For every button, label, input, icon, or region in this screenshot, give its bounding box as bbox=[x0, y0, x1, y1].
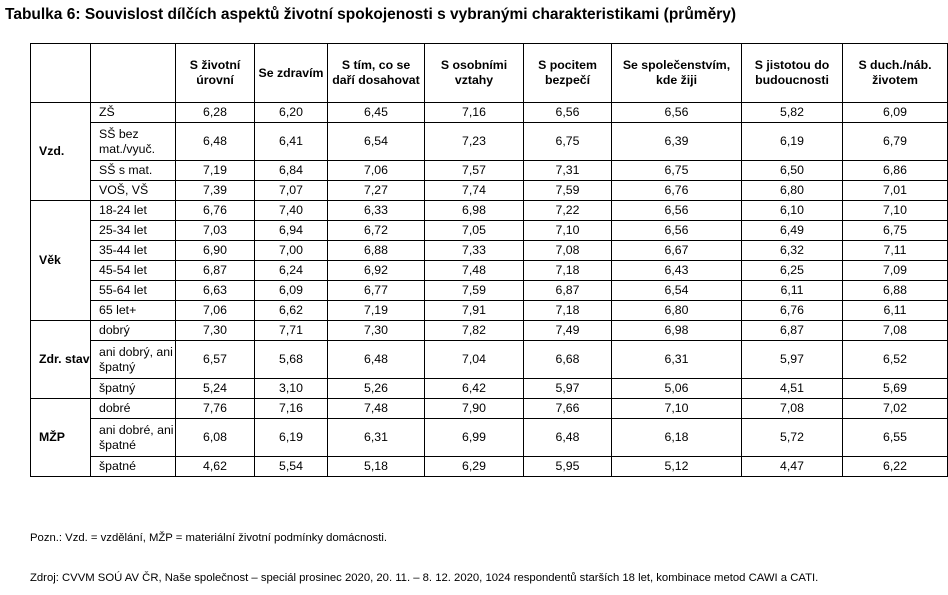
group-label: MŽP bbox=[31, 399, 91, 477]
value-cell: 6,31 bbox=[328, 419, 425, 457]
value-cell: 5,54 bbox=[255, 457, 328, 477]
value-cell: 6,48 bbox=[524, 419, 612, 457]
value-cell: 6,98 bbox=[612, 321, 742, 341]
value-cell: 6,72 bbox=[328, 221, 425, 241]
value-cell: 6,25 bbox=[742, 261, 843, 281]
value-cell: 6,79 bbox=[843, 123, 948, 161]
value-cell: 5,97 bbox=[742, 341, 843, 379]
value-cell: 7,10 bbox=[612, 399, 742, 419]
value-cell: 6,32 bbox=[742, 241, 843, 261]
table-body bbox=[31, 103, 948, 477]
value-cell: 6,43 bbox=[612, 261, 742, 281]
value-cell: 7,06 bbox=[328, 161, 425, 181]
column-header: Se zdravím bbox=[255, 44, 328, 103]
value-cell: 5,26 bbox=[328, 379, 425, 399]
value-cell: 6,87 bbox=[524, 281, 612, 301]
category-label: dobré bbox=[91, 399, 176, 419]
value-cell: 7,02 bbox=[843, 399, 948, 419]
value-cell: 7,57 bbox=[425, 161, 524, 181]
value-cell: 4,62 bbox=[176, 457, 255, 477]
column-header: S jistotou do budoucnosti bbox=[742, 44, 843, 103]
value-cell: 7,01 bbox=[843, 181, 948, 201]
category-label: 18-24 let bbox=[91, 201, 176, 221]
value-cell: 5,06 bbox=[612, 379, 742, 399]
value-cell: 6,11 bbox=[843, 301, 948, 321]
value-cell: 7,18 bbox=[524, 301, 612, 321]
value-cell: 5,97 bbox=[524, 379, 612, 399]
value-cell: 3,10 bbox=[255, 379, 328, 399]
table-row bbox=[31, 123, 948, 161]
value-cell: 6,39 bbox=[612, 123, 742, 161]
value-cell: 7,03 bbox=[176, 221, 255, 241]
value-cell: 6,88 bbox=[843, 281, 948, 301]
value-cell: 7,19 bbox=[176, 161, 255, 181]
table-source: Zdroj: CVVM SOÚ AV ČR, Naše společnost – speciál prosinec 2020, 20. 11. – 8. 12. 2020, 1024 respondentů starších 18 let, kombinace metod CAWI a CATI. bbox=[30, 572, 819, 584]
value-cell: 7,05 bbox=[425, 221, 524, 241]
value-cell: 7,10 bbox=[843, 201, 948, 221]
category-label: 55-64 let bbox=[91, 281, 176, 301]
category-label: SŠ s mat. bbox=[91, 161, 176, 181]
column-header: S tím, co se daří dosahovat bbox=[328, 44, 425, 103]
category-label: 45-54 let bbox=[91, 261, 176, 281]
value-cell: 7,10 bbox=[524, 221, 612, 241]
value-cell: 7,74 bbox=[425, 181, 524, 201]
value-cell: 7,16 bbox=[255, 399, 328, 419]
value-cell: 7,23 bbox=[425, 123, 524, 161]
group-label: Věk bbox=[31, 201, 91, 321]
value-cell: 6,08 bbox=[176, 419, 255, 457]
value-cell: 7,27 bbox=[328, 181, 425, 201]
value-cell: 5,18 bbox=[328, 457, 425, 477]
value-cell: 6,75 bbox=[843, 221, 948, 241]
value-cell: 7,82 bbox=[425, 321, 524, 341]
value-cell: 7,22 bbox=[524, 201, 612, 221]
value-cell: 6,45 bbox=[328, 103, 425, 123]
value-cell: 6,20 bbox=[255, 103, 328, 123]
value-cell: 6,56 bbox=[612, 221, 742, 241]
value-cell: 6,09 bbox=[255, 281, 328, 301]
value-cell: 6,57 bbox=[176, 341, 255, 379]
table-row bbox=[31, 201, 948, 221]
table-row bbox=[31, 399, 948, 419]
category-label: 35-44 let bbox=[91, 241, 176, 261]
group-label: Vzd. bbox=[31, 103, 91, 201]
value-cell: 7,66 bbox=[524, 399, 612, 419]
value-cell: 6,19 bbox=[742, 123, 843, 161]
value-cell: 7,08 bbox=[524, 241, 612, 261]
header-empty-group bbox=[31, 44, 91, 103]
value-cell: 6,90 bbox=[176, 241, 255, 261]
value-cell: 6,11 bbox=[742, 281, 843, 301]
category-label: dobrý bbox=[91, 321, 176, 341]
value-cell: 7,07 bbox=[255, 181, 328, 201]
value-cell: 6,33 bbox=[328, 201, 425, 221]
value-cell: 6,80 bbox=[612, 301, 742, 321]
group-label: Zdr. stav bbox=[31, 321, 91, 399]
value-cell: 7,18 bbox=[524, 261, 612, 281]
table-row bbox=[31, 181, 948, 201]
value-cell: 6,62 bbox=[255, 301, 328, 321]
value-cell: 7,00 bbox=[255, 241, 328, 261]
category-label: ZŠ bbox=[91, 103, 176, 123]
value-cell: 6,92 bbox=[328, 261, 425, 281]
value-cell: 7,59 bbox=[524, 181, 612, 201]
value-cell: 5,72 bbox=[742, 419, 843, 457]
value-cell: 6,75 bbox=[524, 123, 612, 161]
value-cell: 6,41 bbox=[255, 123, 328, 161]
value-cell: 6,31 bbox=[612, 341, 742, 379]
value-cell: 6,48 bbox=[328, 341, 425, 379]
value-cell: 6,80 bbox=[742, 181, 843, 201]
table-title: Tabulka 6: Souvislost dílčích aspektů životní spokojenosti s vybranými charakteristikami (průměry) bbox=[5, 6, 737, 23]
value-cell: 6,84 bbox=[255, 161, 328, 181]
category-label: ani dobrý, ani špatný bbox=[91, 341, 176, 379]
value-cell: 7,39 bbox=[176, 181, 255, 201]
value-cell: 6,10 bbox=[742, 201, 843, 221]
value-cell: 5,12 bbox=[612, 457, 742, 477]
value-cell: 6,63 bbox=[176, 281, 255, 301]
table-row bbox=[31, 457, 948, 477]
column-header: S duch./náb. životem bbox=[843, 44, 948, 103]
value-cell: 6,87 bbox=[176, 261, 255, 281]
value-cell: 6,94 bbox=[255, 221, 328, 241]
table-row bbox=[31, 221, 948, 241]
table-row bbox=[31, 379, 948, 399]
value-cell: 5,68 bbox=[255, 341, 328, 379]
value-cell: 7,09 bbox=[843, 261, 948, 281]
value-cell: 7,30 bbox=[176, 321, 255, 341]
value-cell: 6,24 bbox=[255, 261, 328, 281]
value-cell: 6,99 bbox=[425, 419, 524, 457]
value-cell: 7,48 bbox=[328, 399, 425, 419]
value-cell: 6,09 bbox=[843, 103, 948, 123]
value-cell: 6,28 bbox=[176, 103, 255, 123]
value-cell: 7,76 bbox=[176, 399, 255, 419]
value-cell: 6,76 bbox=[612, 181, 742, 201]
value-cell: 7,31 bbox=[524, 161, 612, 181]
category-label: špatný bbox=[91, 379, 176, 399]
satisfaction-table bbox=[30, 43, 948, 477]
category-label: 25-34 let bbox=[91, 221, 176, 241]
value-cell: 6,52 bbox=[843, 341, 948, 379]
value-cell: 7,40 bbox=[255, 201, 328, 221]
table-row bbox=[31, 419, 948, 457]
value-cell: 6,76 bbox=[742, 301, 843, 321]
value-cell: 6,87 bbox=[742, 321, 843, 341]
value-cell: 6,48 bbox=[176, 123, 255, 161]
value-cell: 6,86 bbox=[843, 161, 948, 181]
value-cell: 7,90 bbox=[425, 399, 524, 419]
table-row bbox=[31, 301, 948, 321]
value-cell: 6,55 bbox=[843, 419, 948, 457]
value-cell: 7,08 bbox=[742, 399, 843, 419]
value-cell: 6,68 bbox=[524, 341, 612, 379]
value-cell: 7,59 bbox=[425, 281, 524, 301]
column-header: S životní úrovní bbox=[176, 44, 255, 103]
value-cell: 7,19 bbox=[328, 301, 425, 321]
value-cell: 7,04 bbox=[425, 341, 524, 379]
table-row bbox=[31, 281, 948, 301]
value-cell: 6,75 bbox=[612, 161, 742, 181]
category-label: 65 let+ bbox=[91, 301, 176, 321]
value-cell: 4,51 bbox=[742, 379, 843, 399]
value-cell: 6,29 bbox=[425, 457, 524, 477]
value-cell: 6,88 bbox=[328, 241, 425, 261]
value-cell: 7,08 bbox=[843, 321, 948, 341]
value-cell: 7,11 bbox=[843, 241, 948, 261]
value-cell: 7,91 bbox=[425, 301, 524, 321]
value-cell: 7,49 bbox=[524, 321, 612, 341]
header-empty-category bbox=[91, 44, 176, 103]
value-cell: 6,54 bbox=[328, 123, 425, 161]
value-cell: 4,47 bbox=[742, 457, 843, 477]
table-row bbox=[31, 341, 948, 379]
value-cell: 6,56 bbox=[524, 103, 612, 123]
table-row bbox=[31, 321, 948, 341]
column-header: Se společenstvím, kde žiji bbox=[612, 44, 742, 103]
value-cell: 6,56 bbox=[612, 201, 742, 221]
value-cell: 6,18 bbox=[612, 419, 742, 457]
header-row bbox=[31, 44, 948, 103]
value-cell: 5,95 bbox=[524, 457, 612, 477]
value-cell: 6,56 bbox=[612, 103, 742, 123]
value-cell: 6,54 bbox=[612, 281, 742, 301]
value-cell: 5,82 bbox=[742, 103, 843, 123]
value-cell: 7,16 bbox=[425, 103, 524, 123]
value-cell: 6,98 bbox=[425, 201, 524, 221]
column-header: S pocitem bezpečí bbox=[524, 44, 612, 103]
value-cell: 7,48 bbox=[425, 261, 524, 281]
value-cell: 5,69 bbox=[843, 379, 948, 399]
value-cell: 6,42 bbox=[425, 379, 524, 399]
value-cell: 6,67 bbox=[612, 241, 742, 261]
table-note: Pozn.: Vzd. = vzdělání, MŽP = materiální životní podmínky domácnosti. bbox=[30, 532, 388, 544]
value-cell: 6,22 bbox=[843, 457, 948, 477]
category-label: ani dobré, ani špatné bbox=[91, 419, 176, 457]
category-label: SŠ bez mat./vyuč. bbox=[91, 123, 176, 161]
column-header: S osobními vztahy bbox=[425, 44, 524, 103]
category-label: špatné bbox=[91, 457, 176, 477]
value-cell: 6,19 bbox=[255, 419, 328, 457]
category-label: VOŠ, VŠ bbox=[91, 181, 176, 201]
value-cell: 5,24 bbox=[176, 379, 255, 399]
value-cell: 6,77 bbox=[328, 281, 425, 301]
value-cell: 7,06 bbox=[176, 301, 255, 321]
table-row bbox=[31, 161, 948, 181]
table-row bbox=[31, 241, 948, 261]
value-cell: 7,30 bbox=[328, 321, 425, 341]
value-cell: 7,33 bbox=[425, 241, 524, 261]
value-cell: 7,71 bbox=[255, 321, 328, 341]
table-row bbox=[31, 103, 948, 123]
table-row bbox=[31, 261, 948, 281]
value-cell: 6,50 bbox=[742, 161, 843, 181]
value-cell: 6,76 bbox=[176, 201, 255, 221]
value-cell: 6,49 bbox=[742, 221, 843, 241]
